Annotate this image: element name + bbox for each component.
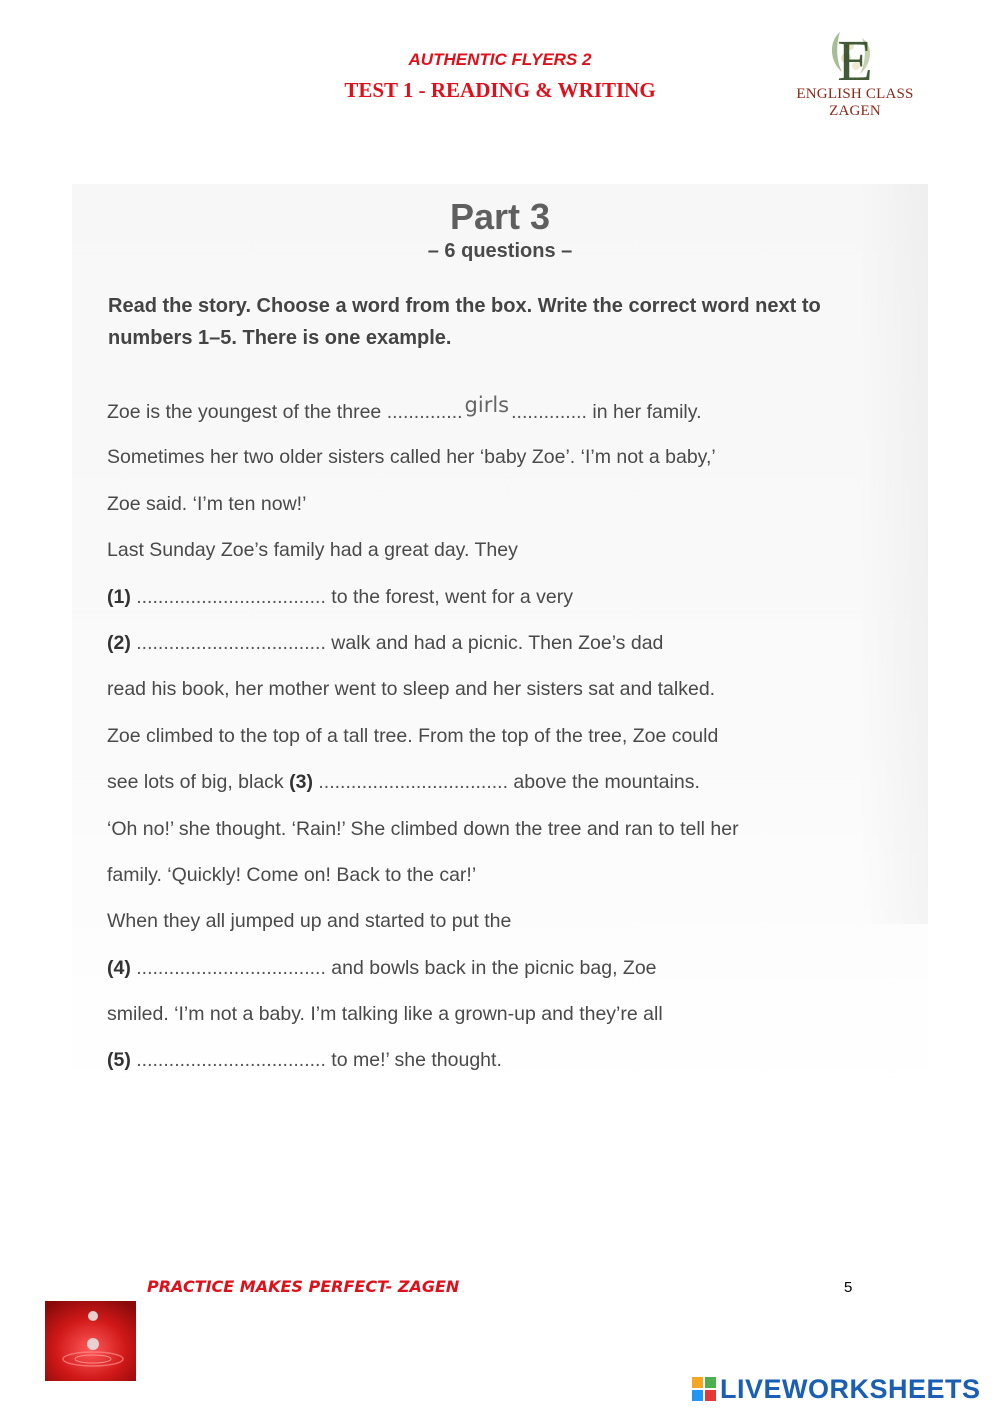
- question-4: [107, 945, 907, 991]
- example-dots-right: ..............: [511, 401, 587, 423]
- answer-blank-3[interactable]: ...................................: [318, 771, 508, 794]
- story-line-4: Last Sunday Zoe’s family had a great day. They: [107, 539, 518, 562]
- water-drop-image: [45, 1301, 136, 1381]
- story-text: walk and had a picnic. Then Zoe’s dad: [325, 631, 664, 654]
- question-1: [107, 574, 907, 620]
- story-line-11: family. ‘Quickly! Come on! Back to the car!’: [107, 863, 477, 886]
- logo-emblem: [770, 24, 940, 86]
- story: [107, 388, 907, 1084]
- part-subtitle: – 6 questions –: [427, 240, 573, 262]
- question-number: (5): [107, 1049, 131, 1072]
- question-5: [107, 1037, 907, 1083]
- part-title: Part 3: [449, 196, 551, 237]
- story-line-8: Zoe climbed to the top of a tall tree. From the top of the tree, Zoe could: [107, 724, 719, 747]
- question-number: (2): [107, 631, 131, 654]
- logo-name: ENGLISH CLASS ZAGEN: [796, 86, 914, 119]
- story-line-3: Zoe said. ‘I’m ten now!’: [107, 492, 307, 515]
- english-class-zagen-logo: [770, 24, 940, 119]
- liveworksheets-icon: [692, 1377, 716, 1401]
- answer-blank-4[interactable]: ...................................: [136, 956, 326, 979]
- brand-name: LIVEWORKSHEETS: [720, 1373, 981, 1404]
- story-text: and bowls back in the picnic bag, Zoe: [325, 956, 657, 979]
- question-number: (4): [107, 956, 131, 979]
- answer-blank-2[interactable]: ...................................: [136, 631, 326, 654]
- page-number: 5: [844, 1279, 853, 1296]
- question-3: [107, 759, 907, 805]
- story-line-1: [107, 388, 907, 434]
- story-line-7: read his book, her mother went to sleep and her sisters sat and talked.: [107, 678, 716, 701]
- answer-blank-1[interactable]: ...................................: [136, 585, 326, 608]
- answer-blank-5[interactable]: ...................................: [136, 1049, 326, 1072]
- story-text: to the forest, went for a very: [325, 585, 574, 608]
- question-number: (3): [289, 771, 313, 794]
- story-line-2: Sometimes her two older sisters called her ‘baby Zoe’. ‘I’m not a baby,’: [107, 446, 716, 469]
- footer-motto: PRACTICE MAKES PERFECT- ZAGEN: [147, 1277, 460, 1296]
- story-text: to me!’ she thought.: [325, 1049, 502, 1072]
- liveworksheets-brand: [692, 1373, 981, 1405]
- story-line-14: smiled. ‘I’m not a baby. I’m talking like a grown-up and they’re all: [107, 1003, 663, 1026]
- story-line-10: ‘Oh no!’ she thought. ‘Rain!’ She climbed down the tree and ran to tell her: [107, 817, 739, 840]
- example-dots-left: ..............: [386, 401, 463, 423]
- story-line-12: When they all jumped up and started to put the: [107, 910, 512, 933]
- example-answer: girls: [464, 393, 510, 417]
- story-text: Zoe is the youngest of the three: [107, 401, 387, 423]
- story-text: above the mountains.: [508, 771, 700, 794]
- question-number: (1): [107, 585, 131, 608]
- question-2: [107, 620, 907, 666]
- story-text: in her family.: [586, 401, 702, 423]
- header-line-1: AUTHENTIC FLYERS 2: [408, 50, 592, 69]
- logo-letter: E: [837, 28, 873, 86]
- worksheet-scan: [72, 184, 928, 1100]
- instruction: Read the story. Choose a word from the box. Write the correct word next to numbers 1–5. There is one example.: [108, 295, 821, 349]
- header-line-2: TEST 1 - READING & WRITING: [344, 78, 656, 102]
- story-text: see lots of big, black: [107, 771, 290, 794]
